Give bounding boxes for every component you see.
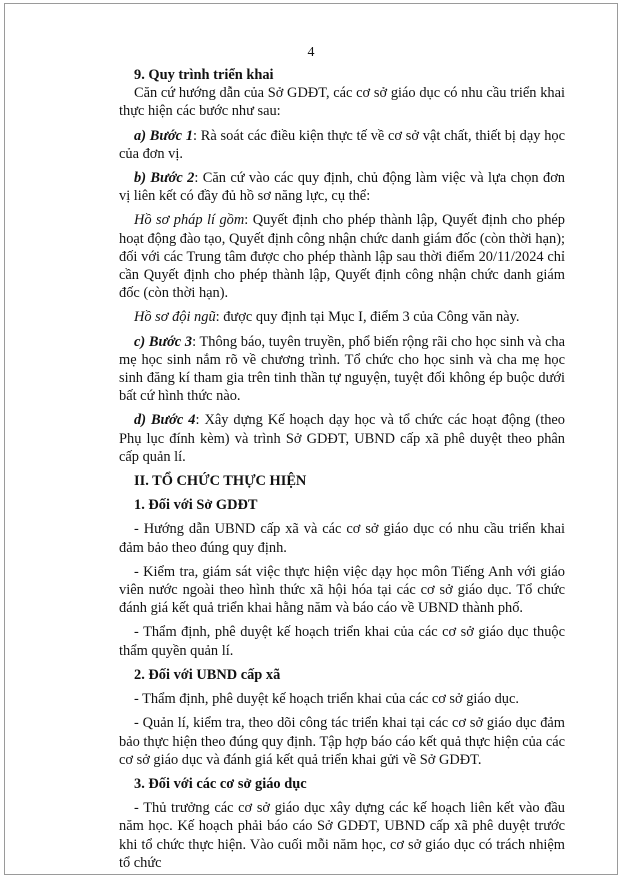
subsection-3-heading: 3. Đối với các cơ sở giáo dục (134, 775, 307, 792)
subsection-2-paragraph-2: - Quản lí, kiểm tra, theo dõi công tác triển khai tại các cơ sở giáo dục đảm bảo thực hiện theo đúng quy định. Tập hợp báo cáo kết quả thực hiện của các cơ sở giáo dục và đánh giá kết quả triển khai gửi về Sở GDĐT. (119, 715, 565, 768)
step-3-text: : Thông báo, tuyên truyền, phổ biến rộng rãi cho học sinh và cha mẹ học sinh nắm rõ về chương trình. Tổ chức cho học sinh và cha mẹ học sinh đăng kí tham gia trên tinh thần tự nguyện, tuyệt đối không ép buộc dưới bất cứ hình thức nào. (119, 333, 565, 405)
staff-docs-label: Hồ sơ đội ngũ (134, 309, 216, 326)
step-3-label: c) Bước 3 (134, 333, 193, 350)
staff-docs-paragraph (119, 308, 565, 326)
section-9-heading: 9. Quy trình triển khai (134, 67, 274, 83)
document-body (119, 66, 565, 872)
step-2-text: : Căn cứ vào các quy định, chủ động làm việc và lựa chọn đơn vị liên kết có đầy đủ hồ sơ năng lực, cụ thể: (119, 170, 565, 205)
staff-docs-text: : được quy định tại Mục I, điểm 3 của Công văn này. (215, 309, 520, 326)
step-1-text: : Rà soát các điều kiện thực tế về cơ sở vật chất, thiết bị dạy học của đơn vị. (119, 127, 565, 162)
page-number: 4 (307, 45, 315, 60)
legal-docs-paragraph (119, 211, 565, 302)
legal-docs-text: : Quyết định cho phép thành lập, Quyết định cho phép hoạt động đào tạo, Quyết định công nhận chức danh giám đốc (còn thời hạn); đối với các Trung tâm được cho phép thành lập sau thời điểm 20/11/2024 chỉ cần Quyết định cho phép thành lập, Quyết định công nhận chức danh giám đốc (còn thời hạn). (119, 212, 565, 302)
subsection-1-paragraph-3: - Thẩm định, phê duyệt kế hoạch triển khai của các cơ sở giáo dục thuộc thẩm quyền quản lí. (119, 624, 565, 659)
step-4-text: : Xây dựng Kế hoạch dạy học và tổ chức các hoạt động (theo Phụ lục đính kèm) và trình Sở GDĐT, UBND cấp xã phê duyệt theo phân cấp quản lí. (119, 412, 565, 465)
legal-docs-label: Hồ sơ pháp lí gồm (134, 212, 245, 229)
step-1-label: a) Bước 1 (134, 127, 194, 144)
step-4-paragraph (119, 411, 565, 466)
subsection-3-paragraph-1: - Thủ trưởng các cơ sở giáo dục xây dựng các kế hoạch liên kết vào đầu năm học. Kế hoạch phải báo cáo Sở GDĐT, UBND cấp xã phê duyệt trước khi tổ chức thực hiện. Vào cuối mỗi năm học, cơ sở giáo dục có trách nhiệm tổ chức (119, 800, 565, 871)
step-4-label: d) Bước 4 (134, 412, 196, 429)
section-ii-heading: II. TỔ CHỨC THỰC HIỆN (134, 473, 307, 490)
subsection-2-paragraph-1: - Thẩm định, phê duyệt kế hoạch triển khai của các cơ sở giáo dục. (134, 691, 519, 708)
subsection-1-paragraph-1: - Hướng dẫn UBND cấp xã và các cơ sở giáo dục có nhu cầu triển khai đảm bảo theo đúng quy định. (119, 521, 565, 556)
subsection-1-paragraph-2: - Kiểm tra, giám sát việc thực hiện việc dạy học môn Tiếng Anh với giáo viên nước ngoài theo hình thức xã hội hóa tại các cơ sở giáo dục. Tổ chức đánh giá kết quả triển khai hằng năm và báo cáo về UBND thành phố. (119, 563, 565, 617)
document-page (4, 3, 618, 875)
subsection-1-heading: 1. Đối với Sở GDĐT (134, 497, 258, 514)
step-3-paragraph (119, 333, 565, 406)
step-2-label: b) Bước 2 (134, 170, 195, 187)
subsection-2-heading: 2. Đối với UBND cấp xã (134, 666, 281, 683)
section-9-intro: Căn cứ hướng dẫn của Sở GDĐT, các cơ sở giáo dục có nhu cầu triển khai thực hiện các bước như sau: (119, 85, 565, 120)
step-1-paragraph (119, 127, 565, 163)
step-2-paragraph (119, 169, 565, 205)
